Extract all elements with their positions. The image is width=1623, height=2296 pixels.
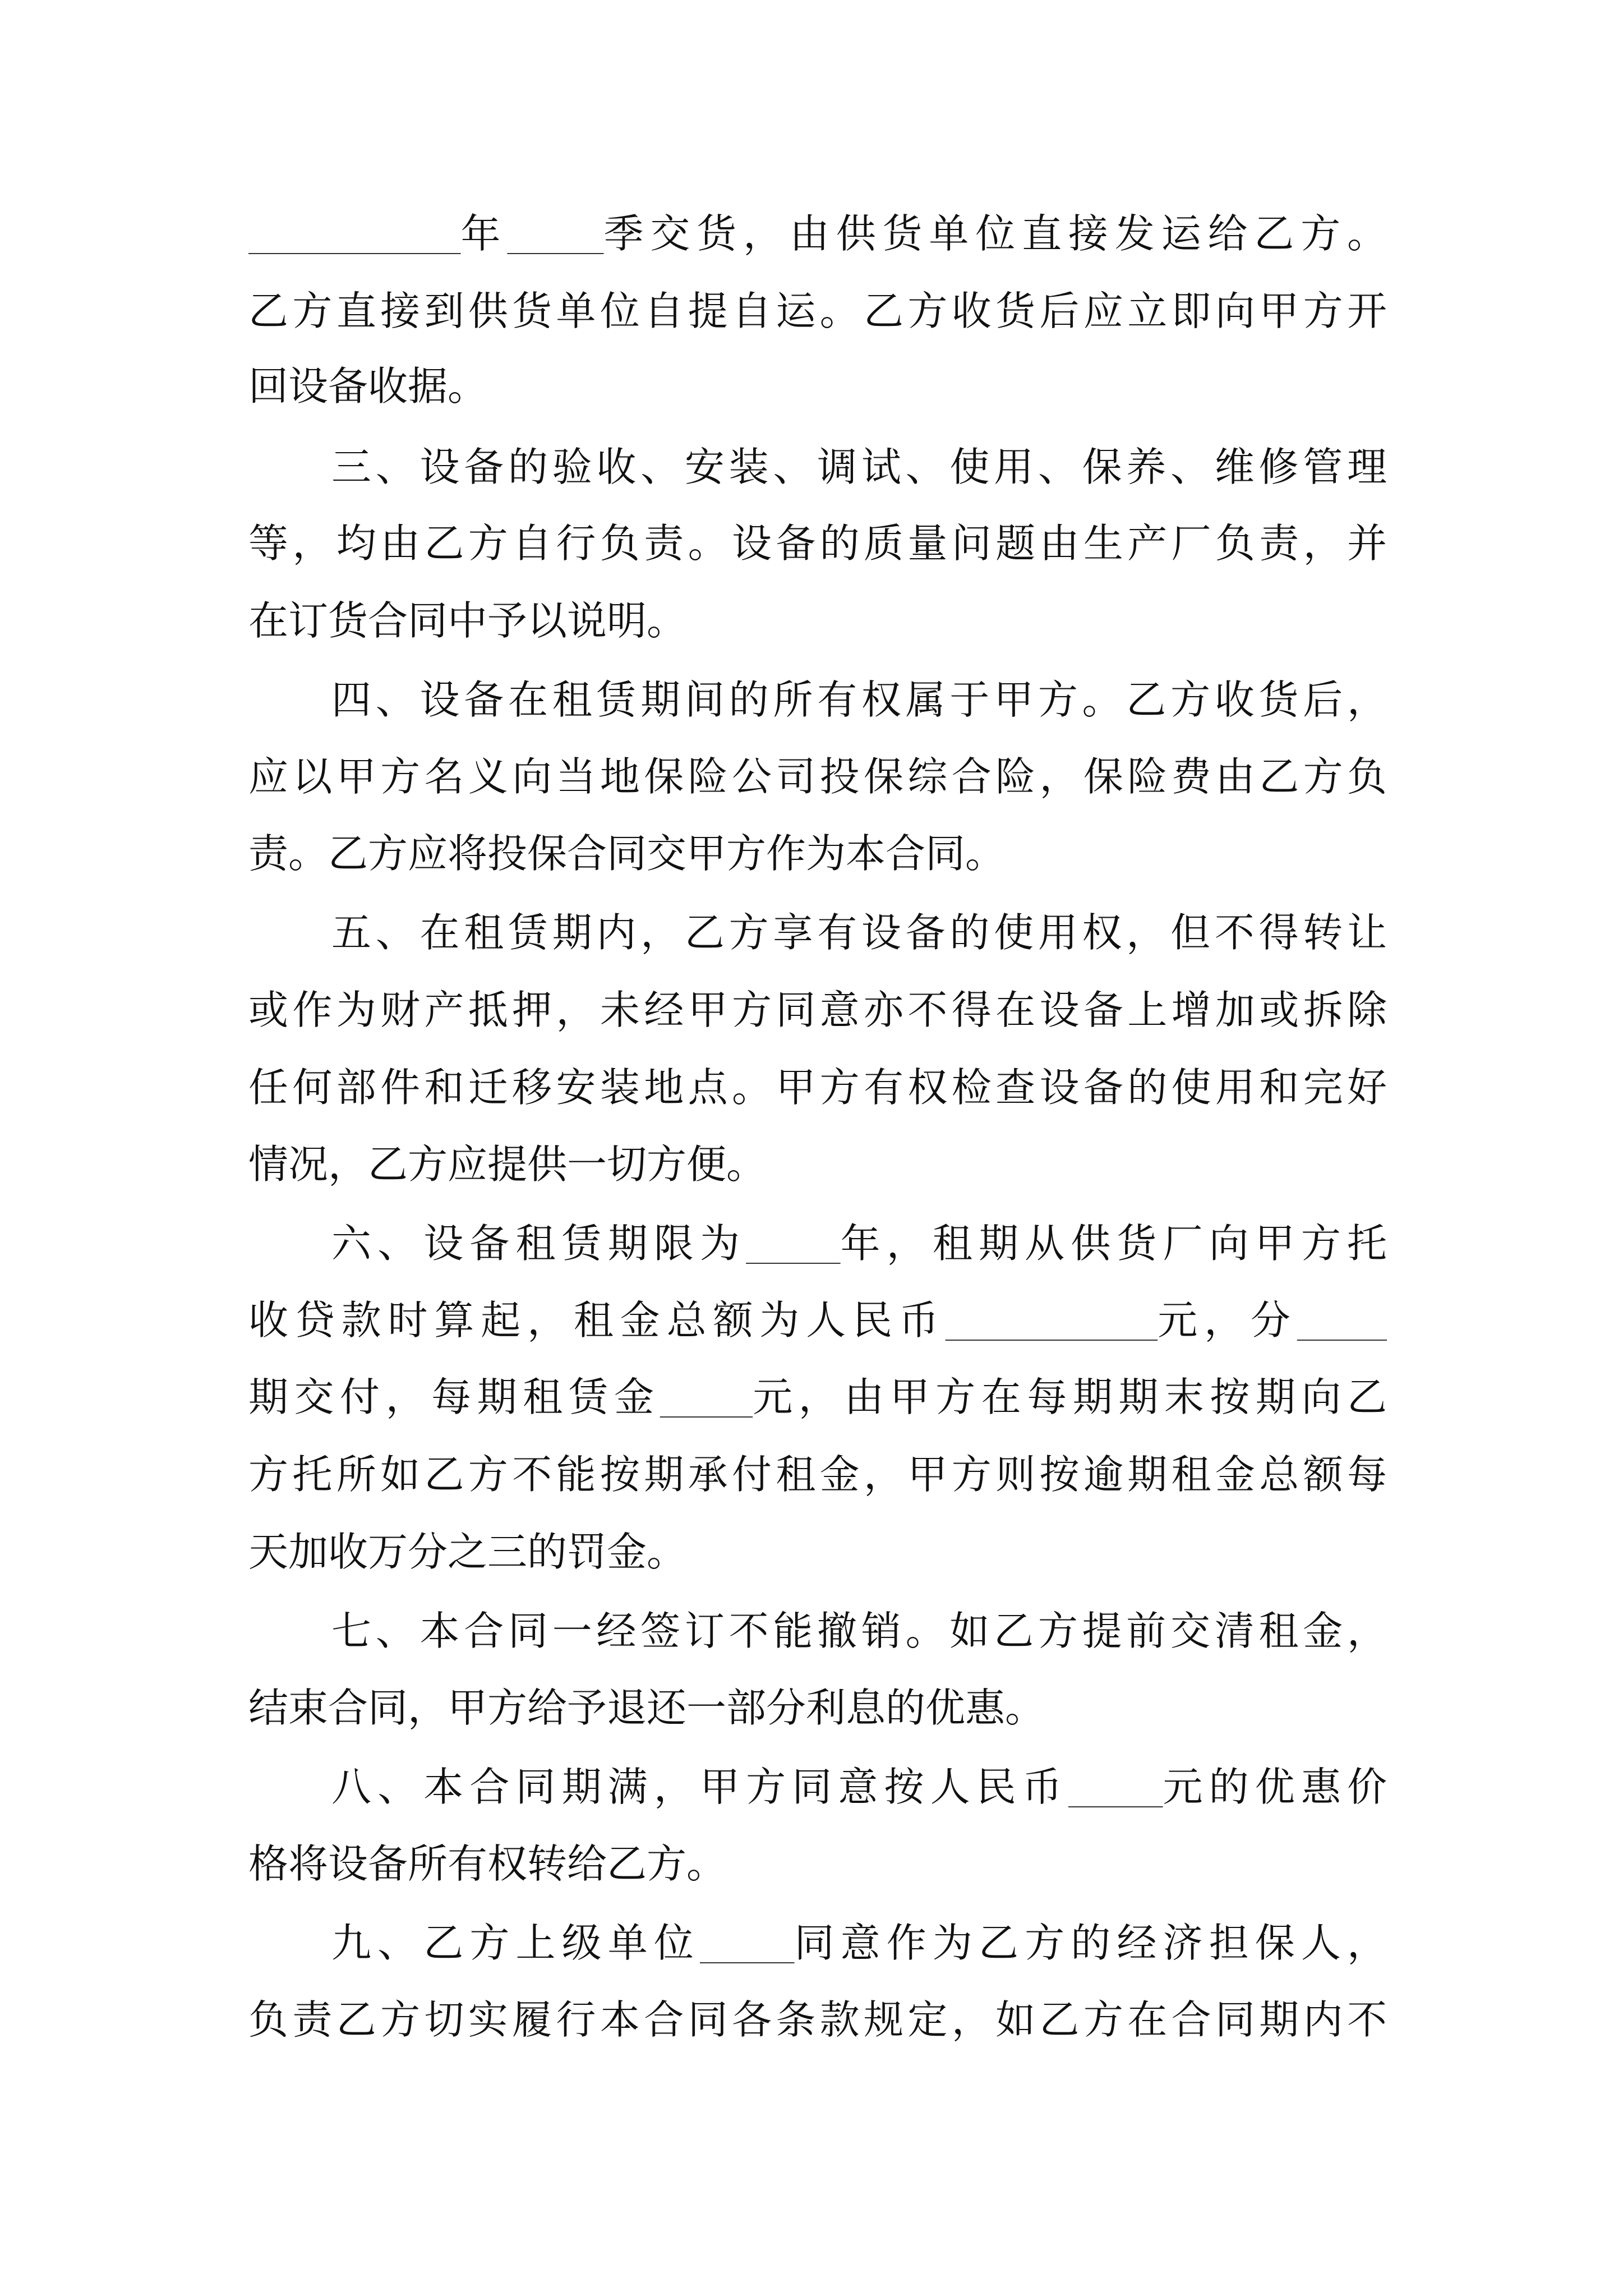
text-line [331,1756,1387,1818]
text-line [248,1444,1387,1506]
text-line [248,280,1387,342]
text-line [248,1989,1387,2051]
text-segment: 三、设备的验收、安装、调试、使用、保养、维修管理 [331,444,1387,490]
text-segment: 乙方直接到供货单位自提自运。乙方收货后应立即向甲方开 [248,288,1387,334]
text-line [331,436,1387,498]
text-segment: 六、设备租赁期限为 [331,1220,746,1267]
fill-in-blank [700,1920,794,1966]
text-segment: 结束合同，甲方给予退还一部分利息的优惠。 [248,1685,1045,1731]
text-segment: 五、在租赁期内，乙方享有设备的使用权，但不得转让 [331,909,1387,956]
text-segment: 七、本合同一经签订不能撤销。如乙方提前交清租金， [331,1608,1387,1654]
text-line [248,356,1387,417]
text-segment: 天加收万分之三的罚金。 [248,1529,687,1575]
text-segment: 九、乙方上级单位 [331,1920,700,1966]
text-segment: 年，租期从供货厂向甲方托 [840,1220,1387,1267]
text-line [248,203,1387,265]
fill-in-blank [660,1374,753,1420]
text-line [248,590,1387,652]
text-segment: 元，由甲方在每期期末按期向乙 [753,1374,1387,1420]
fill-in-blank [946,1297,1158,1343]
text-segment: 收贷款时算起，租金总额为人民币 [248,1297,946,1343]
fill-in-blank [248,210,461,257]
text-segment: 或作为财产抵押，未经甲方同意亦不得在设备上增加或拆除 [248,987,1387,1033]
text-line [331,1213,1387,1274]
fill-in-blank [746,1220,840,1267]
text-line [248,1677,1387,1739]
text-segment: 方托所如乙方不能按期承付租金，甲方则按逾期租金总额每 [248,1451,1387,1498]
text-line [248,823,1387,885]
text-segment: 元，分 [1158,1297,1297,1343]
text-segment: 格将设备所有权转给乙方。 [248,1841,727,1887]
text-line [331,669,1387,731]
text-line [248,979,1387,1041]
text-line [248,1521,1387,1583]
fill-in-blank [1297,1297,1387,1343]
text-segment: 四、设备在租赁期间的所有权属于甲方。乙方收货后， [331,677,1387,723]
text-line [248,1134,1387,1195]
text-line [248,1290,1387,1351]
text-segment: 回设备收据。 [248,363,488,409]
text-segment: 在订货合同中予以说明。 [248,597,687,644]
text-line [248,1057,1387,1119]
text-segment: 期交付，每期租赁金 [248,1374,660,1420]
text-line [331,1600,1387,1662]
text-segment: 季交货，由供货单位直接发运给乙方。 [603,210,1387,257]
text-segment: 同意作为乙方的经济担保人， [794,1920,1387,1966]
text-segment: 责。乙方应将投保合同交甲方作为本合同。 [248,830,1006,877]
fill-in-blank [507,210,603,257]
text-line [331,902,1387,964]
text-segment: 元的优惠价 [1163,1764,1387,1810]
text-segment: 负责乙方切实履行本合同各条款规定，如乙方在合同期内不 [248,1996,1387,2043]
text-segment: 八、本合同期满，甲方同意按人民币 [331,1764,1068,1810]
text-line [248,513,1387,574]
text-segment: 情况，乙方应提供一切方便。 [248,1141,767,1188]
text-segment: 年 [460,210,508,257]
text-line [248,1833,1387,1895]
text-segment: 等，均由乙方自行负责。设备的质量问题由生产厂负责，并 [248,520,1387,567]
text-segment: 应以甲方名义向当地保险公司投保综合险，保险费由乙方负 [248,753,1387,800]
text-line [331,1912,1387,1974]
text-line [248,746,1387,808]
text-segment: 任何部件和迁移安装地点。甲方有权检查设备的使用和完好 [248,1064,1387,1111]
fill-in-blank [1068,1764,1163,1810]
text-line [248,1366,1387,1428]
